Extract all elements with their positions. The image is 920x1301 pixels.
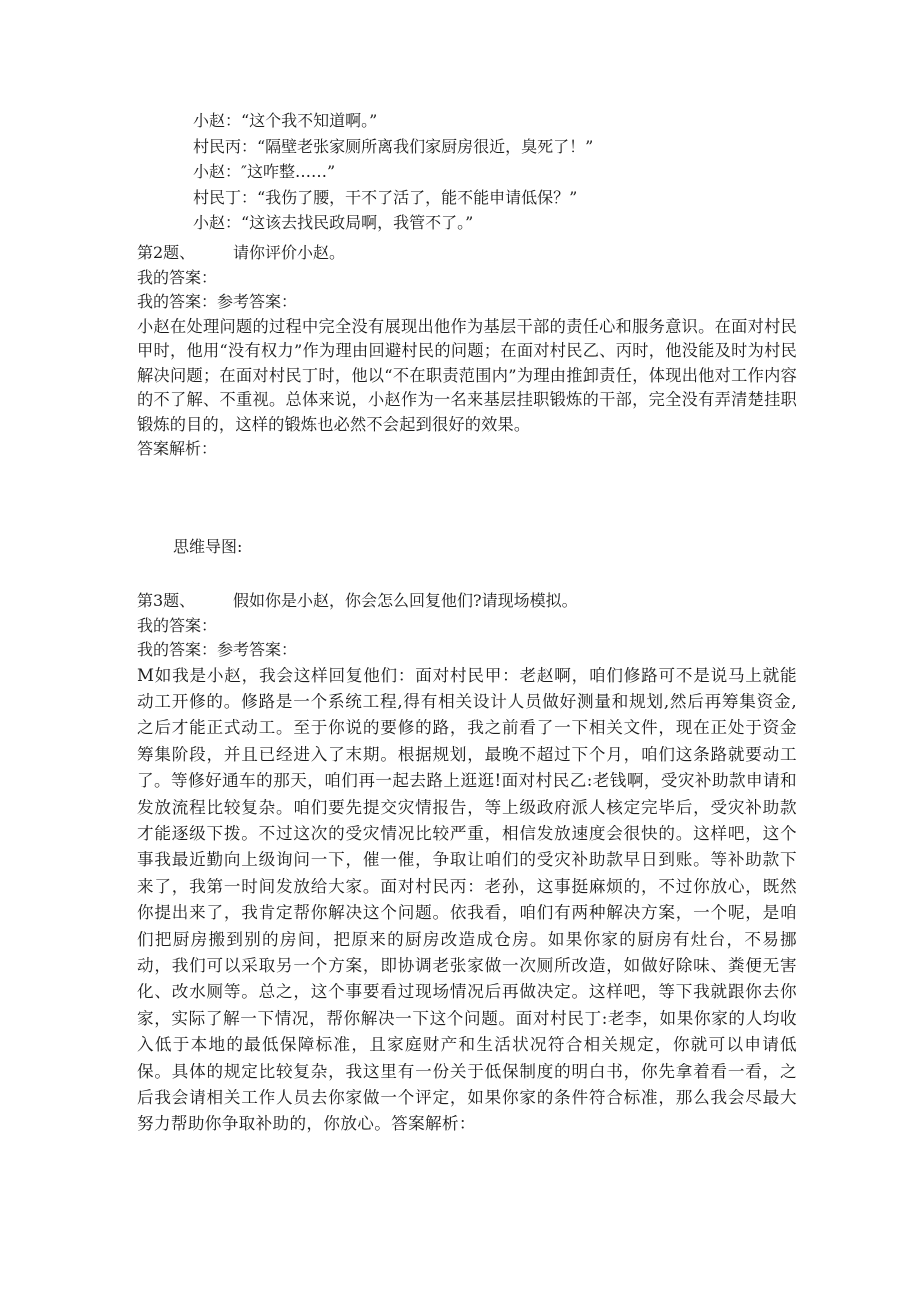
question-3-number: 第3题、 [137, 591, 196, 610]
question-2-prompt: 请你评价小赵。 [233, 243, 346, 262]
question-3-section [137, 589, 797, 1138]
question-2-answer-text: 小赵在处理问题的过程中完全没有展现出他作为基层干部的责任心和服务意识。在面对村民甲时，他用“没有权力”作为理由回避村民的问题；在面对村民乙、丙时，他没能及时为村民解决问题；在面对村民丁时，他以“不在职责范围内”为理由推卸责任，体现出他对工作内容的不了解、不重视。总体来说，小赵作为一名来基层挂职锻炼的干部，完全没有弄清楚挂职锻炼的目的，这样的锻炼也必然不会起到很好的效果。 [137, 316, 797, 434]
question-2-section [137, 241, 797, 462]
dialogue-line: 村民丙：“隔壁老张家厕所离我们家厨房很近，臭死了！” [193, 136, 594, 156]
question-3-header [137, 589, 797, 614]
dialogue-line: 小赵：“这个我不知道啊。” [193, 111, 378, 130]
question-2-header [137, 241, 797, 266]
question-2-analysis-label: 答案解析： [137, 439, 218, 458]
mindmap-label: 思维导图: [173, 537, 243, 556]
dialogue-line: 村民丁：“我伤了腰，干不了活了，能不能申请低保？” [193, 187, 578, 207]
question-3-reference-label: 我的答案：参考答案： [137, 640, 298, 659]
question-2-my-answer: 我的答案： [137, 267, 218, 287]
dialogue-line: 小赵：″这咋整……” [193, 162, 336, 181]
question-2-reference-label: 我的答案：参考答案： [137, 292, 298, 311]
question-3-answer-text: M如我是小赵，我会这样回复他们：面对村民甲：老赵啊，咱们修路可不是说马上就能动工开修的。修路是一个系统工程,得有相关设计人员做好测量和规划,然后再筹集资金,之后才能正式动工。至于你说的要修的路，我之前看了一下相关文件，现在正处于资金筹集阶段，并且已经进入了末期。根据规划，最晚不超过下个月，咱们这条路就要动工了。等修好通车的那天，咱们再一起去路上逛逛!面对村民乙:老钱啊，受灾补助款申请和发放流程比较复杂。咱们要先提交灾情报告，等上级政府派人核定完毕后，受灾补助款才能逐级下拨。不过这次的受灾情况比较严重，相信发放速度会很快的。这样吧，这个事我最近勤向上级询问一下，催一催，争取让咱们的受灾补助款早日到账。等补助款下来了，我第一时间发放给大家。面对村民丙：老孙，这事挺麻烦的，不过你放心，既然你提出来了，我肯定帮你解决这个问题。依我看，咱们有两种解决方案，一个呢，是咱们把厨房搬到别的房间，把原来的厨房改造成仓房。如果你家的厨房有灶台，不易挪动，我们可以采取另一个方案，即协调老张家做一次厕所改造，如做好除味、粪便无害化、改水厕等。总之，这个事要看过现场情况后再做决定。这样吧，等下我就跟你去你家，实际了解一下情况，帮你解决一下这个问题。面对村民丁:老李，如果你家的人均收入低于本地的最低保障标准，且家庭财产和生活状况符合相关规定，你就可以申请低保。具体的规定比较复杂，我这里有一份关于低保制度的明白书，你先拿着看一看，之后我会请相关工作人员去你家做一个评定，如果你家的条件符合标准，那么我会尽最大努力帮助你争取补助的，你放心。答案解析： [137, 665, 797, 1134]
question-2-number: 第2题、 [137, 243, 196, 262]
dialogue-block [193, 108, 813, 236]
dialogue-line: 小赵：“这该去找民政局啊，我管不了。” [193, 213, 474, 232]
question-3-my-answer: 我的答案： [137, 615, 218, 635]
question-3-prompt: 假如你是小赵，你会怎么回复他们?请现场模拟。 [233, 591, 578, 610]
